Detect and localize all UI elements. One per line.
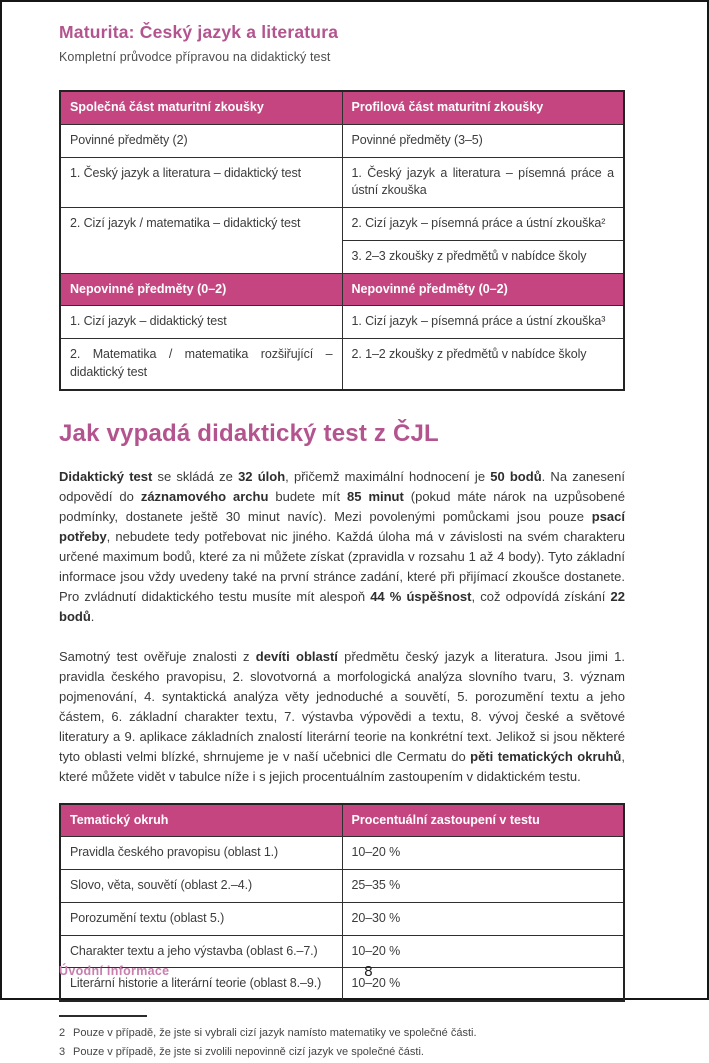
table-cell: Charakter textu a jeho výstavba (oblast 6.–7.) (60, 935, 342, 968)
table-cell: 10–20 % (342, 837, 624, 870)
table-cell: 2. Matematika / matematika rozšiřující – didaktický test (60, 339, 342, 390)
table-cell: 1. Český jazyk a literatura – písemná práce a ústní zkouška (342, 157, 624, 208)
page-number: 8 (364, 963, 373, 980)
table-row (60, 837, 624, 870)
table-cell: 1. Cizí jazyk – písemná práce a ústní zkouška³ (342, 306, 624, 339)
table-cell: 20–30 % (342, 902, 624, 935)
page-title: Maturita: Český jazyk a literatura (59, 22, 339, 42)
table-header-cell: Profilová část maturitní zkoušky (342, 91, 624, 124)
footnote (59, 1043, 625, 1062)
table-cell: 10–20 % (342, 935, 624, 968)
footnotes (59, 1015, 625, 1063)
table-row (60, 208, 624, 241)
table-header-row (60, 804, 624, 837)
footnote-text: Pouze v případě, že jste si zvolili nepovinně cizí jazyk ve společné části. (73, 1046, 424, 1059)
footnote-divider (59, 1015, 147, 1017)
table-row (60, 306, 624, 339)
footnote-number: 2 (59, 1027, 66, 1040)
footer-section-label: Úvodní informace (59, 964, 170, 978)
table-cell: 1. Cizí jazyk – didaktický test (60, 306, 342, 339)
table-cell: Povinné předměty (3–5) (342, 124, 624, 157)
page-subtitle: Kompletní průvodce přípravou na didaktický test (59, 50, 331, 64)
table-header-cell: Tematický okruh (60, 804, 342, 837)
table-header-row (60, 91, 624, 124)
page-content (2, 2, 654, 1063)
table-row (60, 339, 624, 390)
table-cell: 2. Cizí jazyk / matematika – didaktický test (60, 208, 342, 274)
table-row (60, 902, 624, 935)
table-header-cell: Společná část maturitní zkoušky (60, 91, 342, 124)
table-row (60, 157, 624, 208)
table-cell: Porozumění textu (oblast 5.) (60, 902, 342, 935)
table-cell: 2. 1–2 zkoušky z předmětů v nabídce školy (342, 339, 624, 390)
table-header-cell: Nepovinné předměty (0–2) (60, 273, 342, 306)
footnote-text: Pouze v případě, že jste si vybrali cizí jazyk namísto matematiky ve společné části. (73, 1027, 477, 1040)
table-row (60, 870, 624, 903)
footnote (59, 1024, 625, 1043)
exam-structure-table (59, 90, 625, 391)
table-row (60, 124, 624, 157)
paragraph-test-overview: Didaktický test se skládá ze 32 úloh, přičemž maximální hodnocení je 50 bodů. Na zanesení odpovědí do záznamového archu budete mít 85 minut (pokud máte nárok na uzpůsobené podmínky, dostanete ještě 30 minut navíc). Mezi povolenými pomůckami jsou pouze psací potřeby, nebudete tedy potřebovat nic jiného. Každá úloha má v závislosti na svém charakteru určené maximum bodů, které za ni můžete získat (zpravidla v rozsahu 1 až 4 body). Tyto základní informace jsou vždy uvedeny také na první stránce zadání, které při přijímací zkoušce dostanete. Pro zvládnutí didaktického testu musíte mít alespoň 44 % úspěšnost, což odpovídá získání 22 bodů. (59, 468, 625, 625)
table-cell: 10–20 % (342, 968, 624, 1001)
table-cell: 2. Cizí jazyk – písemná práce a ústní zkouška² (342, 208, 624, 241)
page-footer (59, 963, 678, 981)
footnote-number: 3 (59, 1046, 66, 1059)
table-header-cell: Nepovinné předměty (0–2) (342, 273, 624, 306)
table-cell: 25–35 % (342, 870, 624, 903)
section-heading: Jak vypadá didaktický test z ČJL (59, 419, 439, 447)
table-cell: 1. Český jazyk a literatura – didaktický test (60, 157, 342, 208)
table-cell: 3. 2–3 zkoušky z předmětů v nabídce školy (342, 240, 624, 273)
table-header-cell: Procentuální zastoupení v testu (342, 804, 624, 837)
table-cell: Pravidla českého pravopisu (oblast 1.) (60, 837, 342, 870)
table-cell: Slovo, věta, souvětí (oblast 2.–4.) (60, 870, 342, 903)
table-header-row (60, 273, 624, 306)
table-cell: Povinné předměty (2) (60, 124, 342, 157)
paragraph-test-areas: Samotný test ověřuje znalosti z devíti oblastí předmětu český jazyk a literatura. Jsou jimi 1. pravidla českého pravopisu, 2. slovotvorná a morfologická analýza slovního tvaru, 3. význam pojmenování, 4. syntaktická analýza věty jednoduché a souvětí, 5. porozumění textu a jeho částem, 6. základní charakter textu, 7. výstavba výpovědi a textu, 8. vývoj české a světové literatury a 9. aplikace základních znalostí literární teorie na konkrétní text. Jelikož si jsou některé tyto oblasti velmi blízké, shrnujeme je v naší učebnici dle Cermatu do pěti tematických okruhů, které můžete vidět v tabulce níže i s jejich procentuálním zastoupením v didaktickém testu. (59, 648, 626, 785)
table-cell: Literární historie a literární teorie (oblast 8.–9.) (60, 968, 342, 1001)
